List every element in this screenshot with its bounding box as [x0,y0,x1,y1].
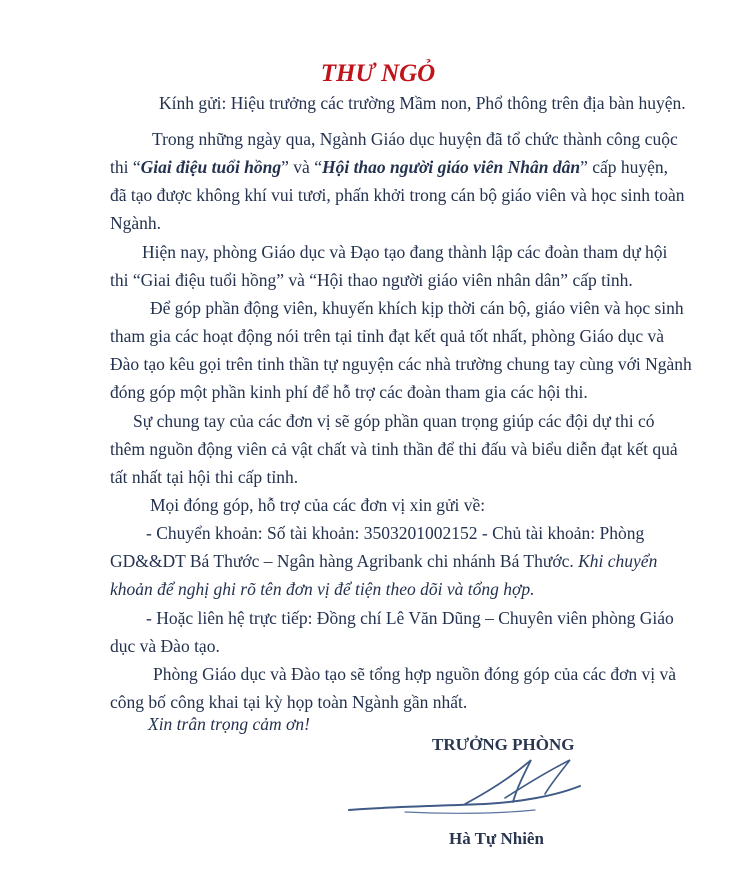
p3-line-4: đóng góp một phần kinh phí để hỗ trợ các đoàn tham gia các hội thi. [110,382,588,402]
event-name-1: Giai điệu tuổi hồng [140,157,282,177]
p1-line-3: đã tạo được không khí vui tươi, phấn khởi trong cán bộ giáo viên và học sinh toàn [110,185,685,205]
p1-line-1: Trong những ngày qua, Ngành Giáo dục huyện đã tổ chức thành công cuộc [152,129,678,149]
signature-image [345,752,595,826]
p6-line-1: - Chuyển khoản: Số tài khoản: 3503201002152 - Chủ tài khoản: Phòng [146,523,645,543]
p7-line-2: dục và Đào tạo. [110,636,220,656]
p3-line-1: Để góp phần động viên, khuyến khích kịp thời cán bộ, giáo viên và học sinh [150,298,684,318]
letter-title: THƯ NGỎ [320,60,436,87]
p5-line-1: Mọi đóng góp, hỗ trợ của các đơn vị xin gửi về: [150,495,486,515]
p1-line-2-a: thi “ [110,157,141,177]
p1-line-2-c: ” và “ [281,157,322,177]
signer-role: TRƯỞNG PHÒNG [432,735,575,754]
p6-line-2-b: Khi chuyển [578,551,658,571]
p2-line-1: Hiện nay, phòng Giáo dục và Đạo tạo đang thành lập các đoàn tham dự hội [142,242,668,262]
p6-line-2 [110,550,658,572]
p1-line-2 [110,156,669,178]
p1-line-2-e: ” cấp huyện, [580,157,669,177]
p6-line-2-a: GD&&DT Bá Thước – Ngân hàng Agribank chi nhánh Bá Thước. [110,551,579,571]
p8-line-1: Phòng Giáo dục và Đào tạo sẽ tổng hợp nguồn đóng góp của các đơn vị và [153,664,676,684]
p4-line-2: thêm nguồn động viên cả vật chất và tinh thần để thi đấu và biểu diễn đạt kết quả [110,439,678,459]
p3-line-2: tham gia các hoạt động nói trên tại tỉnh đạt kết quả tốt nhất, phòng Giáo dục và [110,326,665,346]
event-name-2: Hội thao người giáo viên Nhân dân [321,157,581,177]
p6-line-3: khoản để nghị ghi rõ tên đơn vị để tiện theo dõi và tổng hợp. [110,579,535,599]
greeting-line: Kính gửi: Hiệu trưởng các trường Mầm non, Phổ thông trên địa bàn huyện. [159,93,686,113]
closing-line: Xin trân trọng cảm ơn! [148,714,310,734]
p8-line-2: công bố công khai tại kỳ họp toàn Ngành gần nhất. [110,692,468,712]
p1-line-4: Ngành. [110,213,162,233]
p4-line-3: tất nhất tại hội thi cấp tỉnh. [110,467,299,487]
p3-line-3: Đào tạo kêu gọi trên tinh thần tự nguyện các nhà trường chung tay cùng với Ngành [110,354,692,374]
p4-line-1: Sự chung tay của các đơn vị sẽ góp phần quan trọng giúp các đội dự thi có [133,411,655,431]
p7-line-1: - Hoặc liên hệ trực tiếp: Đồng chí Lê Văn Dũng – Chuyên viên phòng Giáo [146,608,674,628]
signer-name: Hà Tự Nhiên [449,829,544,848]
p2-line-2: thi “Giai điệu tuổi hồng” và “Hội thao người giáo viên nhân dân” cấp tỉnh. [110,270,633,290]
